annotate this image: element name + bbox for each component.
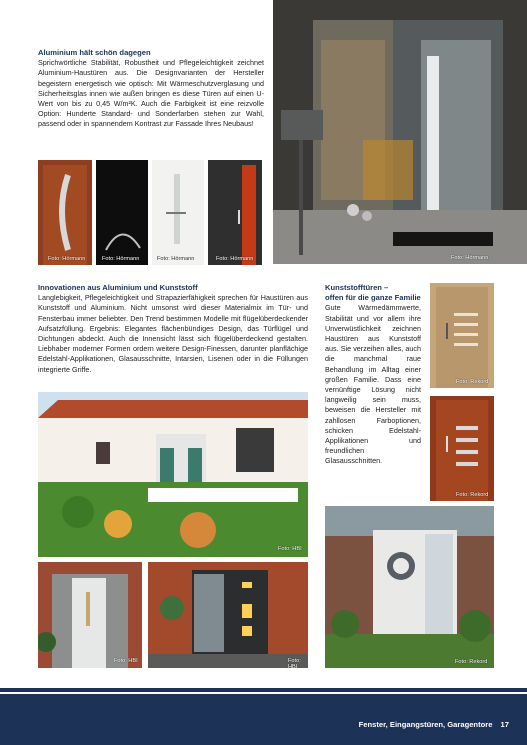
footer-stripe: [0, 688, 527, 692]
house-photo: [38, 392, 308, 557]
innovation-text: Langlebigkeit, Pflegeleichtigkeit und Strapazierfähigkeit sprechen für Haustüren aus Kunststoff und Aluminium. Nicht umsonst wird dieser Materialmix im Tür- und Fensterbau immer beliebter. Den Trend bestimmen Modelle mit flügelüberdeckender Aufsatzfüllung. Ergebnis: Elegantes flächenbündiges Design, das Türflügel und Dichtungen abdeckt. Auch die Innensicht lässt sich flügelüberdeckend gestalten. Liebhaber moderner Formen ordern weitere Design-Finessen, darunter planflächige Edelstahl-Applikationen, Glasausschnitte, Intarsien, Lisenen oder in die Füllungen integrierte Griffe.: [38, 293, 308, 374]
photo-credit: Foto: Rekord: [455, 659, 488, 665]
photo-credit: Foto: HBI: [278, 546, 302, 552]
photo-credit: Foto: Hörmann: [157, 256, 195, 262]
door-photo-white-round: [325, 506, 494, 668]
door-photo-red: [430, 396, 494, 501]
innovation-block: [38, 283, 308, 375]
door-photo-anthracite: [208, 160, 262, 265]
photo-credit: Foto: Hörmann: [102, 256, 140, 262]
door-photo-white: [152, 160, 204, 265]
door-photo-brick-dark: [148, 562, 308, 668]
kunststoff-block: [325, 283, 421, 467]
door-photo-beige: [430, 283, 494, 388]
intro-heading: Aluminium hält schön dagegen: [38, 48, 151, 57]
intro-text: Sprichwörtliche Stabilität, Robustheit und Pflegeleichtigkeit zeichnet Aluminium-Haustüren aus. Die Designvarianten der Hersteller begeistern energetisch wie optisch: Mit Wärmeschutzverglasung und Sicherheitsglas innen wie außen bringen es diese Türen auf einen U-Wert von bis zu 0,45 W/m²K. Auch die Farbigkeit ist eine reizvolle Option: Hunderte Standard- und Sonderfarben stehen zur Wahl, passend oder in spannendem Kontrast zur Fassade Ihres Neubaus!: [38, 58, 264, 129]
photo-credit: Foto: Hörmann: [48, 256, 86, 262]
door-photo-brick-grey: [38, 562, 142, 668]
innovation-heading: Innovationen aus Aluminium und Kunststoff: [38, 283, 198, 292]
photo-credit: Foto: Rekord: [456, 492, 489, 498]
intro-block: [38, 48, 264, 130]
page-number: 17: [500, 720, 509, 729]
door-photo-black: [96, 160, 148, 265]
kunststoff-heading-line1: Kunststofftüren –: [325, 283, 389, 292]
photo-credit: Foto: Hörmann: [451, 255, 489, 261]
photo-credit: Foto: Rekord: [456, 379, 489, 385]
photo-credit: Foto: HBI: [114, 658, 138, 664]
door-photo-wood: [38, 160, 92, 265]
kunststoff-text: Gute Wärmedämmwerte, Stabilität und vor allem ihre Unverwüstlichkeit zeichnen Haustüren aus Kunststoff aus. Sie verzeihen alles, auch die manchmal raue Behandlung im Alltag einer großen Familie. Dass eine vernünftige Lösung nicht langweilig sein muss, beweisen die Hersteller mit zahllosen Farboptionen, schicken Edelstahl-Applikationen und freundlichen Glasausschnitten.: [325, 303, 421, 466]
photo-credit: Foto: HBI: [288, 658, 301, 668]
entrance-photo: [273, 0, 527, 264]
footer-label: [359, 720, 509, 729]
kunststoff-heading-line2: offen für die ganze Familie: [325, 293, 421, 303]
footer-title: Fenster, Eingangstüren, Garagentore: [358, 720, 493, 729]
photo-credit: Foto: Hörmann: [216, 256, 254, 262]
